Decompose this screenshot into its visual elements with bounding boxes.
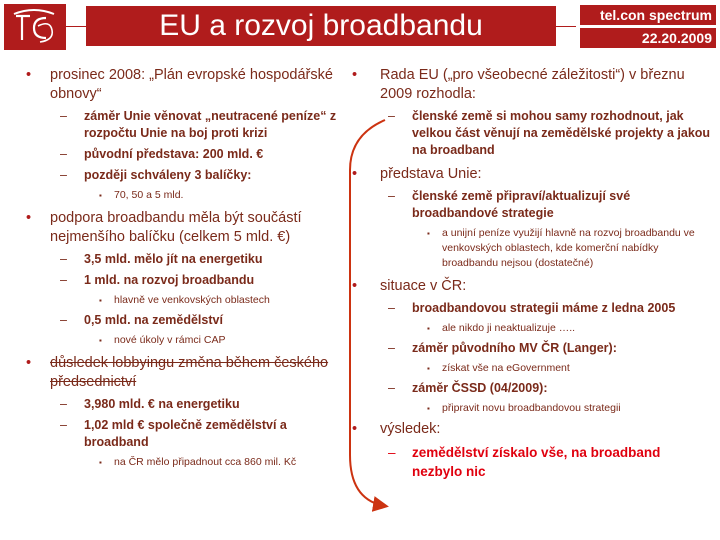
bullet-icon: • bbox=[26, 67, 32, 83]
sub-item: – 1,02 mld € společně zemědělství a broadband bbox=[60, 418, 287, 449]
square-bullet-icon: ▪ bbox=[427, 229, 430, 238]
dash-icon: – bbox=[60, 273, 67, 287]
sub-sub-item: ▪ ale nikdo ji neaktualizuje ….. bbox=[427, 322, 576, 334]
dash-icon: – bbox=[60, 252, 67, 266]
dash-icon: – bbox=[388, 341, 395, 355]
bullet-icon: • bbox=[26, 210, 32, 226]
slide-header bbox=[0, 0, 720, 52]
square-bullet-icon: ▪ bbox=[99, 191, 102, 200]
sub-sub-item: ▪ hlavně ve venkovských oblastech bbox=[99, 294, 270, 306]
right-column bbox=[344, 66, 714, 485]
sub-sub-item: ▪ získat vše na eGovernment bbox=[427, 362, 570, 374]
sub-sub-item: ▪ 70, 50 a 5 mld. bbox=[99, 189, 184, 201]
dash-icon: – bbox=[388, 109, 395, 123]
sub-sub-item: ▪ a unijní peníze využijí hlavně na rozvoj broadbandu ve venkovských oblastech, kde komerční nabídky broadbandu nejsou (dostatečné) bbox=[427, 227, 695, 269]
bullet-item: • prosinec 2008: „Plán evropské hospodářské obnovy“ bbox=[26, 67, 333, 102]
sub-item: – 3,5 mld. mělo jít na energetiku bbox=[60, 252, 263, 266]
title-rule-left bbox=[66, 26, 86, 27]
dash-icon: – bbox=[388, 301, 395, 315]
sub-item: – 1 mld. na rozvoj broadbandu bbox=[60, 273, 255, 287]
left-column bbox=[16, 66, 341, 474]
square-bullet-icon: ▪ bbox=[427, 364, 430, 373]
bullet-item: • Rada EU („pro všeobecné záležitosti“) v březnu 2009 rozhodla: bbox=[352, 67, 685, 102]
bullet-item: • situace v ČR: bbox=[352, 278, 467, 294]
date-label: 22.20.2009 bbox=[580, 28, 716, 48]
sub-item: – členské země připraví/aktualizují své broadbandové strategie bbox=[388, 189, 631, 220]
bullet-item: • představa Unie: bbox=[352, 166, 482, 182]
bullet-icon: • bbox=[352, 278, 358, 294]
dash-icon: – bbox=[60, 147, 67, 161]
sub-item: – broadbandovou strategii máme z ledna 2005 bbox=[388, 301, 676, 315]
square-bullet-icon: ▪ bbox=[99, 296, 102, 305]
dash-icon: – bbox=[388, 189, 395, 203]
bullet-icon: • bbox=[352, 421, 358, 437]
bullet-item: • podpora broadbandu měla být součástí nejmenšího balíčku (celkem 5 mld. €) bbox=[26, 210, 302, 245]
dash-icon: – bbox=[388, 445, 396, 460]
sub-item: – později schváleny 3 balíčky: bbox=[60, 168, 252, 182]
title-rule-right bbox=[556, 26, 576, 27]
slide-title: EU a rozvoj broadbandu bbox=[159, 9, 483, 42]
dash-icon: – bbox=[60, 397, 67, 411]
sub-item: – záměr Unie věnovat „neutracené peníze“ z rozpočtu Unie na boj proti krizi bbox=[60, 109, 337, 140]
bullet-icon: • bbox=[352, 166, 358, 182]
bullet-icon: • bbox=[26, 355, 32, 371]
square-bullet-icon: ▪ bbox=[427, 404, 430, 413]
dash-icon: – bbox=[60, 418, 67, 432]
dash-icon: – bbox=[60, 313, 67, 327]
sub-item: – původní představa: 200 mld. € bbox=[60, 147, 264, 161]
bullet-item: • výsledek: bbox=[352, 421, 441, 437]
bullet-item-struck: • důsledek lobbyingu změna během českého předsednictví bbox=[26, 355, 329, 390]
dash-icon: – bbox=[60, 109, 67, 123]
sub-item: – záměr ČSSD (04/2009): bbox=[388, 381, 548, 395]
brand-label: tel.con spectrum bbox=[580, 5, 716, 25]
sub-item: – 0,5 mld. na zemědělství bbox=[60, 313, 223, 327]
square-bullet-icon: ▪ bbox=[427, 324, 430, 333]
sub-sub-item: ▪ nové úkoly v rámci CAP bbox=[99, 334, 226, 346]
square-bullet-icon: ▪ bbox=[99, 458, 102, 467]
sub-sub-item: ▪ na ČR mělo připadnout cca 860 mil. Kč bbox=[99, 456, 297, 468]
sub-sub-item: ▪ připravit novu broadbandovou strategii bbox=[427, 402, 621, 414]
tcs-monogram-logo bbox=[4, 4, 66, 50]
result-item: – zemědělství získalo vše, na broadband nezbylo nic bbox=[388, 445, 661, 479]
sub-item: – 3,980 mld. € na energetiku bbox=[60, 397, 240, 411]
dash-icon: – bbox=[60, 168, 67, 182]
sub-item: – členské země si mohou samy rozhodnout, jak velkou část věnují na zemědělské projekty a jakou na broadband bbox=[388, 109, 711, 157]
bullet-icon: • bbox=[352, 67, 358, 83]
square-bullet-icon: ▪ bbox=[99, 336, 102, 345]
dash-icon: – bbox=[388, 381, 395, 395]
sub-item: – záměr původního MV ČR (Langer): bbox=[388, 341, 617, 355]
